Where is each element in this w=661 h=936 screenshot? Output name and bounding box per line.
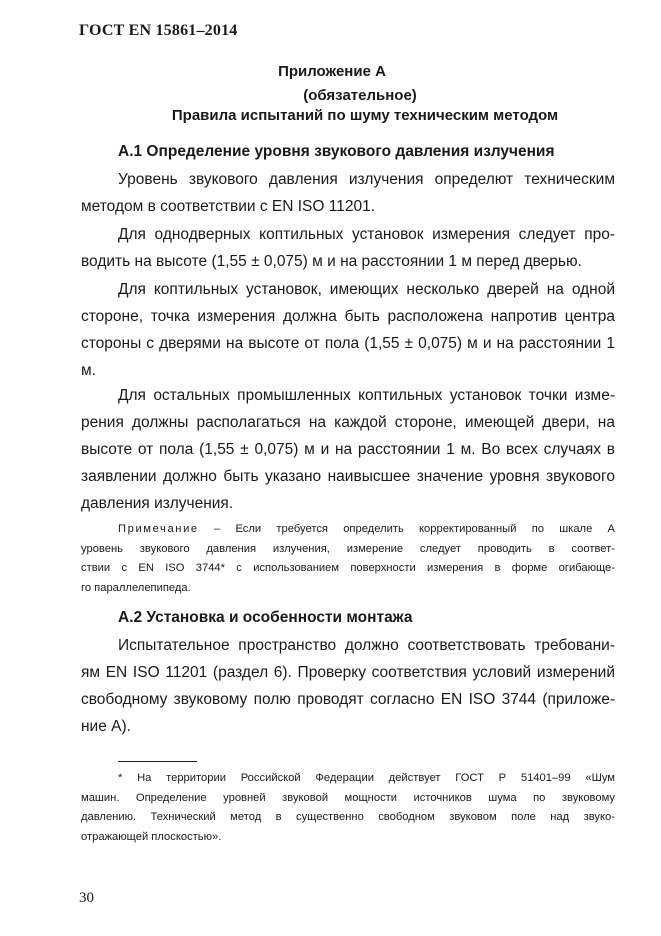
section-heading-a1: А.1 Определение уровня звукового давления излучения [118, 143, 555, 160]
text-line: Для однодверных коптильных установок измерения следует про- [118, 226, 615, 243]
footnote-line: * На территории Российской Федерации действует ГОСТ Р 51401–99 «Шум [118, 772, 615, 784]
footnote-line: машин. Определение уровней звуковой мощности источников шума по звуковому [81, 791, 615, 804]
text-line: рения должны располагаться на каждой стороне, имеющей двери, на [81, 414, 615, 431]
footnote-block [81, 769, 615, 848]
note-line: го параллелепипеда. [81, 582, 191, 595]
text-line: Испытательное пространство должно соответствовать требовани- [118, 637, 615, 654]
text-line: Для остальных промышленных коптильных установок точки изме- [118, 387, 615, 404]
text-line: заявлении должно быть указано наивысшее значение уровня звукового [81, 468, 615, 485]
section-heading-a2: А.2 Установка и особенности монтажа [118, 609, 413, 626]
annex-type: (обязательное) [303, 87, 417, 104]
paragraph-a2-1 [81, 632, 615, 740]
footnote-line: давлению. Технический метод в существенно свободном звуковом поле над звуко- [81, 811, 615, 824]
note-line: уровень звукового давления излучения, измерение следует проводить в соответ- [81, 542, 615, 555]
paragraph-a1-4 [81, 382, 615, 517]
document-code: ГОСТ EN 15861–2014 [79, 22, 238, 39]
note-text: – Если требуется определить корректированный по шкале А [198, 523, 615, 535]
footnote-separator [118, 761, 197, 762]
paragraph-a1-2 [81, 221, 615, 275]
text-line: стороне, точка измерения должна быть расположена напротив центра [81, 308, 615, 325]
annex-title: Приложение А [278, 63, 386, 80]
text-line: ние А). [81, 718, 131, 735]
note-block [81, 520, 615, 599]
note-line: ствии с EN ISO 3744* с использованием поверхности измерения в форме огибающе- [81, 562, 615, 575]
page-number: 30 [79, 890, 94, 906]
text-line: стороны с дверями на высоте от пола (1,55 ± 0,075) м и на расстоянии 1 [81, 335, 615, 352]
text-line: давления излучения. [81, 495, 234, 512]
paragraph-a1-1 [81, 166, 615, 220]
annex-name: Правила испытаний по шуму техническим методом [171, 107, 559, 124]
footnote-line: отражающей плоскостью». [81, 831, 222, 844]
note-label: Примечание [118, 523, 199, 535]
text-line: Уровень звукового давления излучения определют техническим [118, 171, 615, 188]
paragraph-a1-3 [81, 276, 615, 384]
text-line: высоте от пола (1,55 ± 0,075) м и на расстоянии 1 м. Во всех случаях в [81, 441, 615, 458]
text-line: Для коптильных установок, имеющих несколько дверей на одной [118, 281, 615, 298]
note-line [81, 520, 615, 540]
text-line: ям EN ISO 11201 (раздел 6). Проверку соответствия условий измерений [81, 664, 615, 681]
text-line: водить на высоте (1,55 ± 0,075) м и на расстоянии 1 м перед дверью. [81, 253, 582, 270]
text-line: методом в соответствии с EN ISO 11201. [81, 198, 376, 215]
text-line: свободному звуковому полю проводят согласно EN ISO 3744 (приложе- [81, 691, 615, 708]
text-line: м. [81, 362, 96, 379]
